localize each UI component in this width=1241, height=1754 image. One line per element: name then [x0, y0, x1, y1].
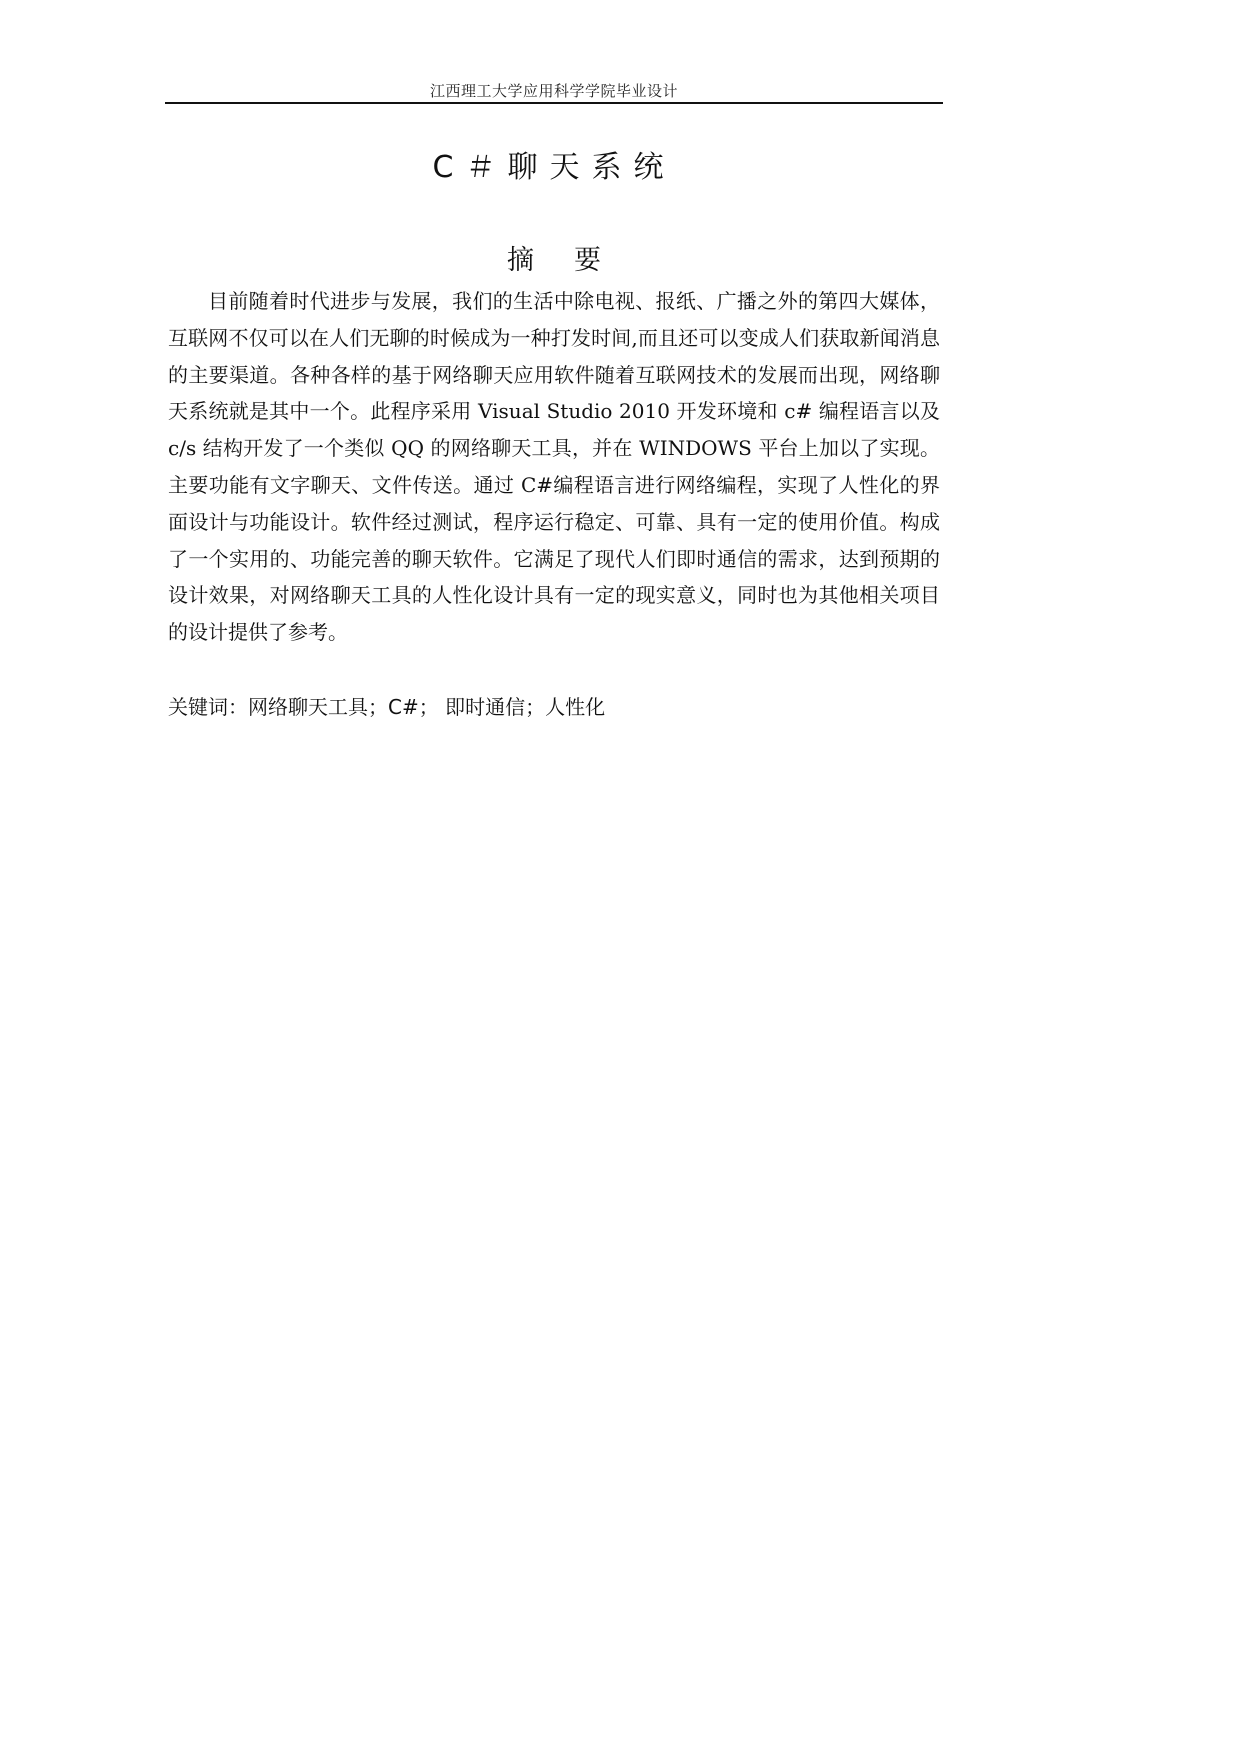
abstract-heading: 摘要	[507, 245, 641, 276]
abstract-body: 目前随着时代进步与发展，我们的生活中除电视、报纸、广播之外的第四大媒体，互联网不仅可以在人们无聊的时候成为一种打发时间,而且还可以变成人们获取新闻消息的主要渠道。各种各样的基于网络聊天应用软件随着互联网技术的发展而出现，网络聊天系统就是其中一个。此程序采用 Visual Studio 2010 开发环境和 c# 编程语言以及 c/s 结构开发了一个类似 QQ 的网络聊天工具，并在 WINDOWS 平台上加以了实现。主要功能有文字聊天、文件传送。通过 C#编程语言进行网络编程，实现了人性化的界面设计与功能设计。软件经过测试，程序运行稳定、可靠、具有一定的使用价值。构成了一个实用的、功能完善的聊天软件。它满足了现代人们即时通信的需求，达到预期的设计效果，对网络聊天工具的人性化设计具有一定的现实意义，同时也为其他相关项目的设计提供了参考。	[168, 289, 940, 645]
header-rule	[165, 102, 943, 104]
page-header: 江西理工大学应用科学学院毕业设计	[429, 82, 678, 100]
document-title: C＃聊天系统	[432, 150, 676, 185]
keywords-line: 关键词：网络聊天工具；C#； 即时通信；人性化	[168, 695, 606, 719]
